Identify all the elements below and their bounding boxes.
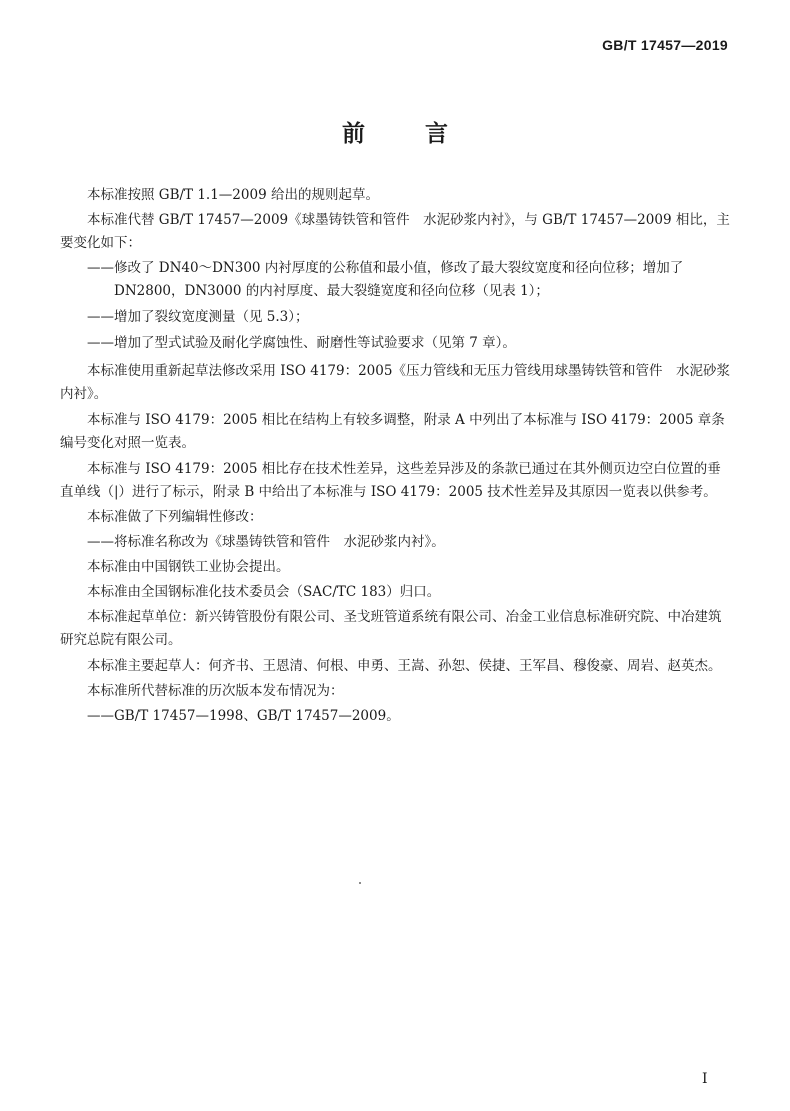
paragraph: 本标准所代替标准的历次版本发布情况为： xyxy=(87,683,344,699)
paragraph: 本标准与 ISO 4179：2005 相比存在技术性差异，这些差异涉及的条款已通过在其外侧页边空白位置的垂直单线（|）进行了标示，附录 B 中给出了本标准与 ISO 4179：2005 技术性差异及其原因一览表以供参考。 xyxy=(60,461,721,500)
list-item: ——增加了型式试验及耐化学腐蚀性、耐磨性等试验要求（见第 7 章）。 xyxy=(87,335,516,351)
paragraph: 本标准主要起草人：何齐书、王恩清、何根、申勇、王嵩、孙恕、侯捷、王军昌、穆俊豪、周岩、赵英杰。 xyxy=(87,658,722,674)
list-item: ——增加了裂纹宽度测量（见 5.3）； xyxy=(87,309,309,325)
center-dot xyxy=(359,882,361,884)
page-title: 前 言 xyxy=(341,121,474,147)
paragraph: 本标准做了下列编辑性修改： xyxy=(87,509,263,525)
list-item: ——GB/T 17457—1998、GB/T 17457—2009。 xyxy=(87,708,400,724)
paragraph: 本标准代替 GB/T 17457—2009《球墨铸铁管和管件 水泥砂浆内衬》，与 GB/T 17457—2009 相比，主要变化如下： xyxy=(60,212,730,251)
list-item: ——将标准名称改为《球墨铸铁管和管件 水泥砂浆内衬》。 xyxy=(87,534,445,550)
foreword-body xyxy=(60,184,732,728)
paragraph: 本标准使用重新起草法修改采用 ISO 4179：2005《压力管线和无压力管线用球墨铸铁管和管件 水泥砂浆内衬》。 xyxy=(60,363,730,402)
paragraph: 本标准与 ISO 4179：2005 相比在结构上有较多调整，附录 A 中列出了本标准与 ISO 4179：2005 章条编号变化对照一览表。 xyxy=(60,412,725,451)
page-number: I xyxy=(702,1071,708,1087)
paragraph: 本标准按照 GB/T 1.1—2009 给出的规则起草。 xyxy=(87,187,379,203)
standard-code: GB/T 17457—2019 xyxy=(602,37,728,53)
paragraph: 本标准起草单位：新兴铸管股份有限公司、圣戈班管道系统有限公司、冶金工业信息标准研究院、中冶建筑研究总院有限公司。 xyxy=(60,609,722,648)
paragraph: 本标准由中国钢铁工业协会提出。 xyxy=(87,559,290,575)
list-item: ——修改了 DN40～DN300 内衬厚度的公称值和最小值，修改了最大裂纹宽度和径向位移；增加了 DN2800，DN3000 的内衬厚度、最大裂缝宽度和径向位移（见表 1）； xyxy=(87,260,684,299)
paragraph: 本标准由全国钢标准化技术委员会（SAC/TC 183）归口。 xyxy=(87,584,441,600)
